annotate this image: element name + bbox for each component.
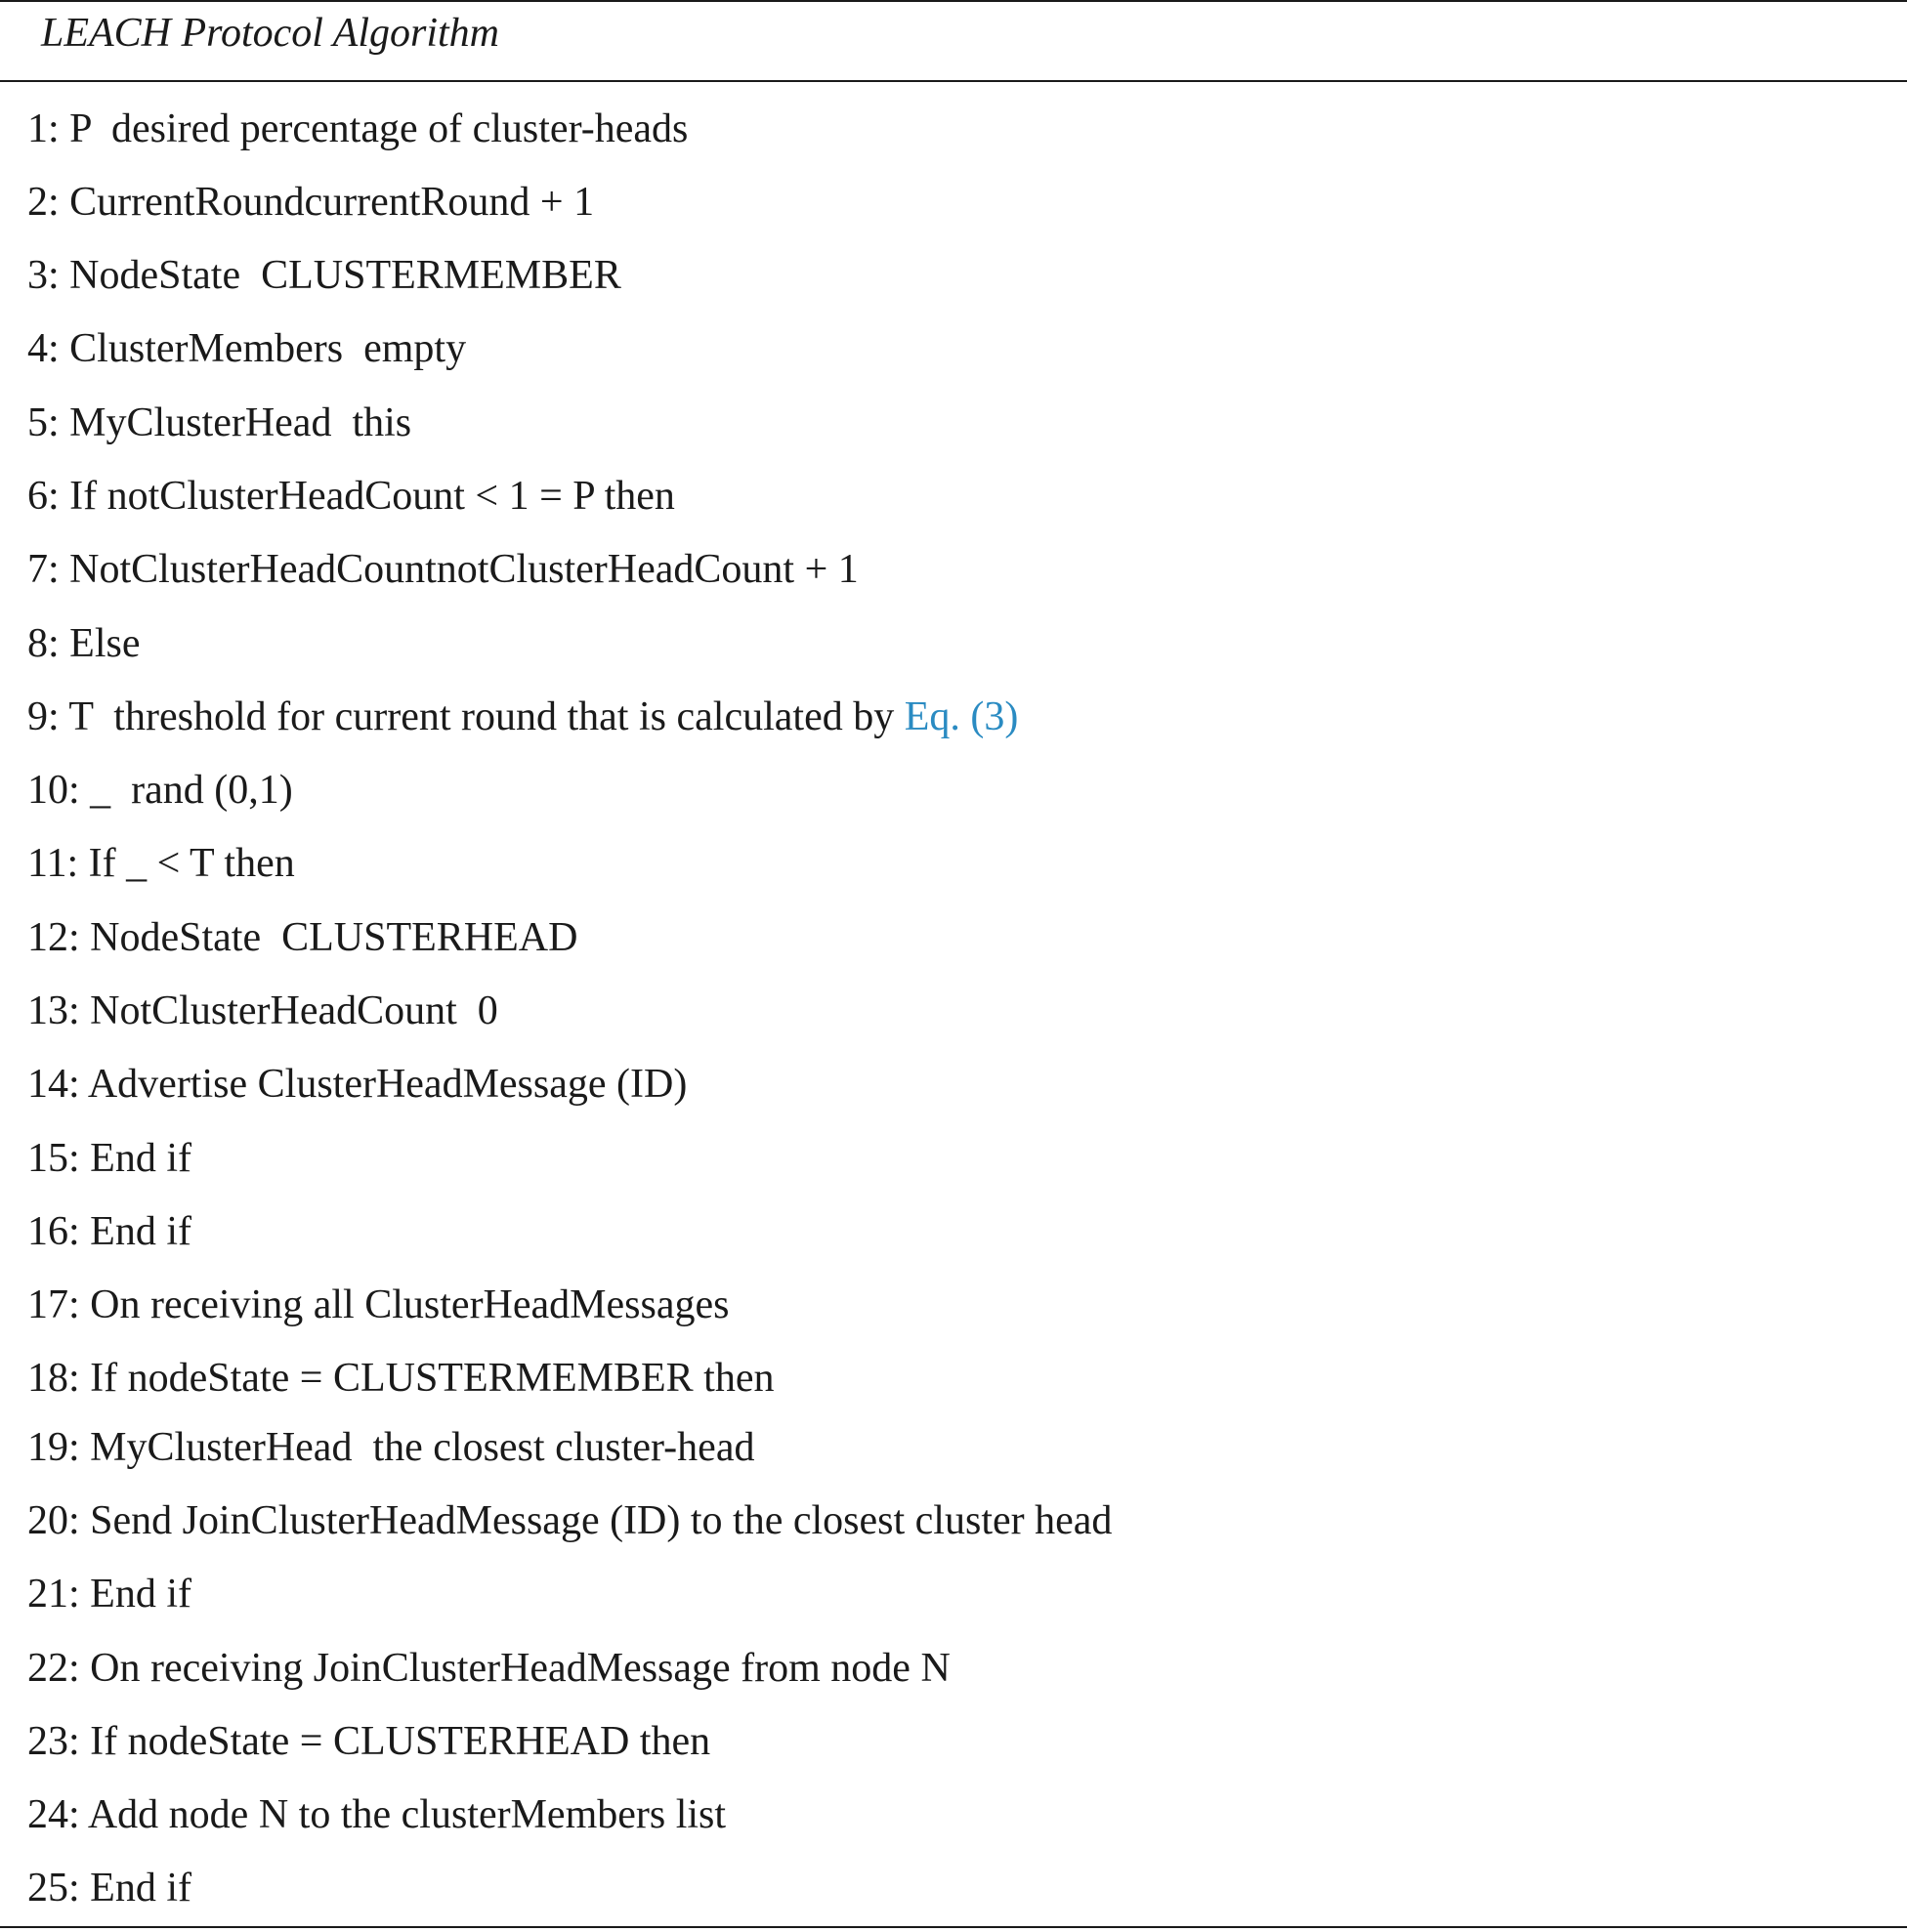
equation-link[interactable]: Eq. (3) [904, 694, 1019, 739]
algorithm-line-16: 16: End if [27, 1209, 191, 1254]
algorithm-line-21: 21: End if [27, 1572, 191, 1617]
algorithm-line-7: 7: NotClusterHeadCountnotClusterHeadCount + 1 [27, 547, 859, 592]
algorithm-line-9 [27, 692, 1018, 742]
algorithm-line-4: 4: ClusterMembers empty [27, 326, 467, 371]
algorithm-line-13: 13: NotClusterHeadCount 0 [27, 988, 498, 1033]
algorithm-line-25: 25: End if [27, 1866, 191, 1911]
algorithm-line-5: 5: MyClusterHead this [27, 400, 412, 445]
bottom-rule [0, 1926, 1907, 1928]
algorithm-line-20: 20: Send JoinClusterHeadMessage (ID) to the closest cluster head [27, 1498, 1113, 1543]
algorithm-line-17: 17: On receiving all ClusterHeadMessages [27, 1282, 730, 1327]
header-rule [0, 80, 1907, 82]
algorithm-line-19: 19: MyClusterHead the closest cluster-head [27, 1425, 755, 1470]
algorithm-line-18: 18: If nodeState = CLUSTERMEMBER then [27, 1356, 775, 1401]
algorithm-line-1: 1: P desired percentage of cluster-heads [27, 106, 689, 151]
algorithm-line-24: 24: Add node N to the clusterMembers list [27, 1792, 727, 1837]
algorithm-line-22: 22: On receiving JoinClusterHeadMessage from node N [27, 1646, 951, 1691]
algorithm-line-9-text: 9: T threshold for current round that is calculated by [27, 694, 905, 739]
algorithm-line-23: 23: If nodeState = CLUSTERHEAD then [27, 1719, 711, 1764]
top-rule [0, 0, 1907, 2]
algorithm-line-6: 6: If notClusterHeadCount < 1 = P then [27, 474, 675, 519]
algorithm-line-2: 2: CurrentRoundcurrentRound + 1 [27, 180, 595, 225]
algorithm-line-12: 12: NodeState CLUSTERHEAD [27, 915, 578, 960]
algorithm-line-11: 11: If _ < T then [27, 841, 295, 886]
algorithm-line-15: 15: End if [27, 1136, 191, 1181]
algorithm-line-3: 3: NodeState CLUSTERMEMBER [27, 253, 621, 298]
algorithm-line-8: 8: Else [27, 621, 141, 666]
table-title: LEACH Protocol Algorithm [41, 11, 500, 56]
algorithm-line-14: 14: Advertise ClusterHeadMessage (ID) [27, 1062, 688, 1107]
algorithm-line-10: 10: _ rand (0,1) [27, 768, 293, 813]
